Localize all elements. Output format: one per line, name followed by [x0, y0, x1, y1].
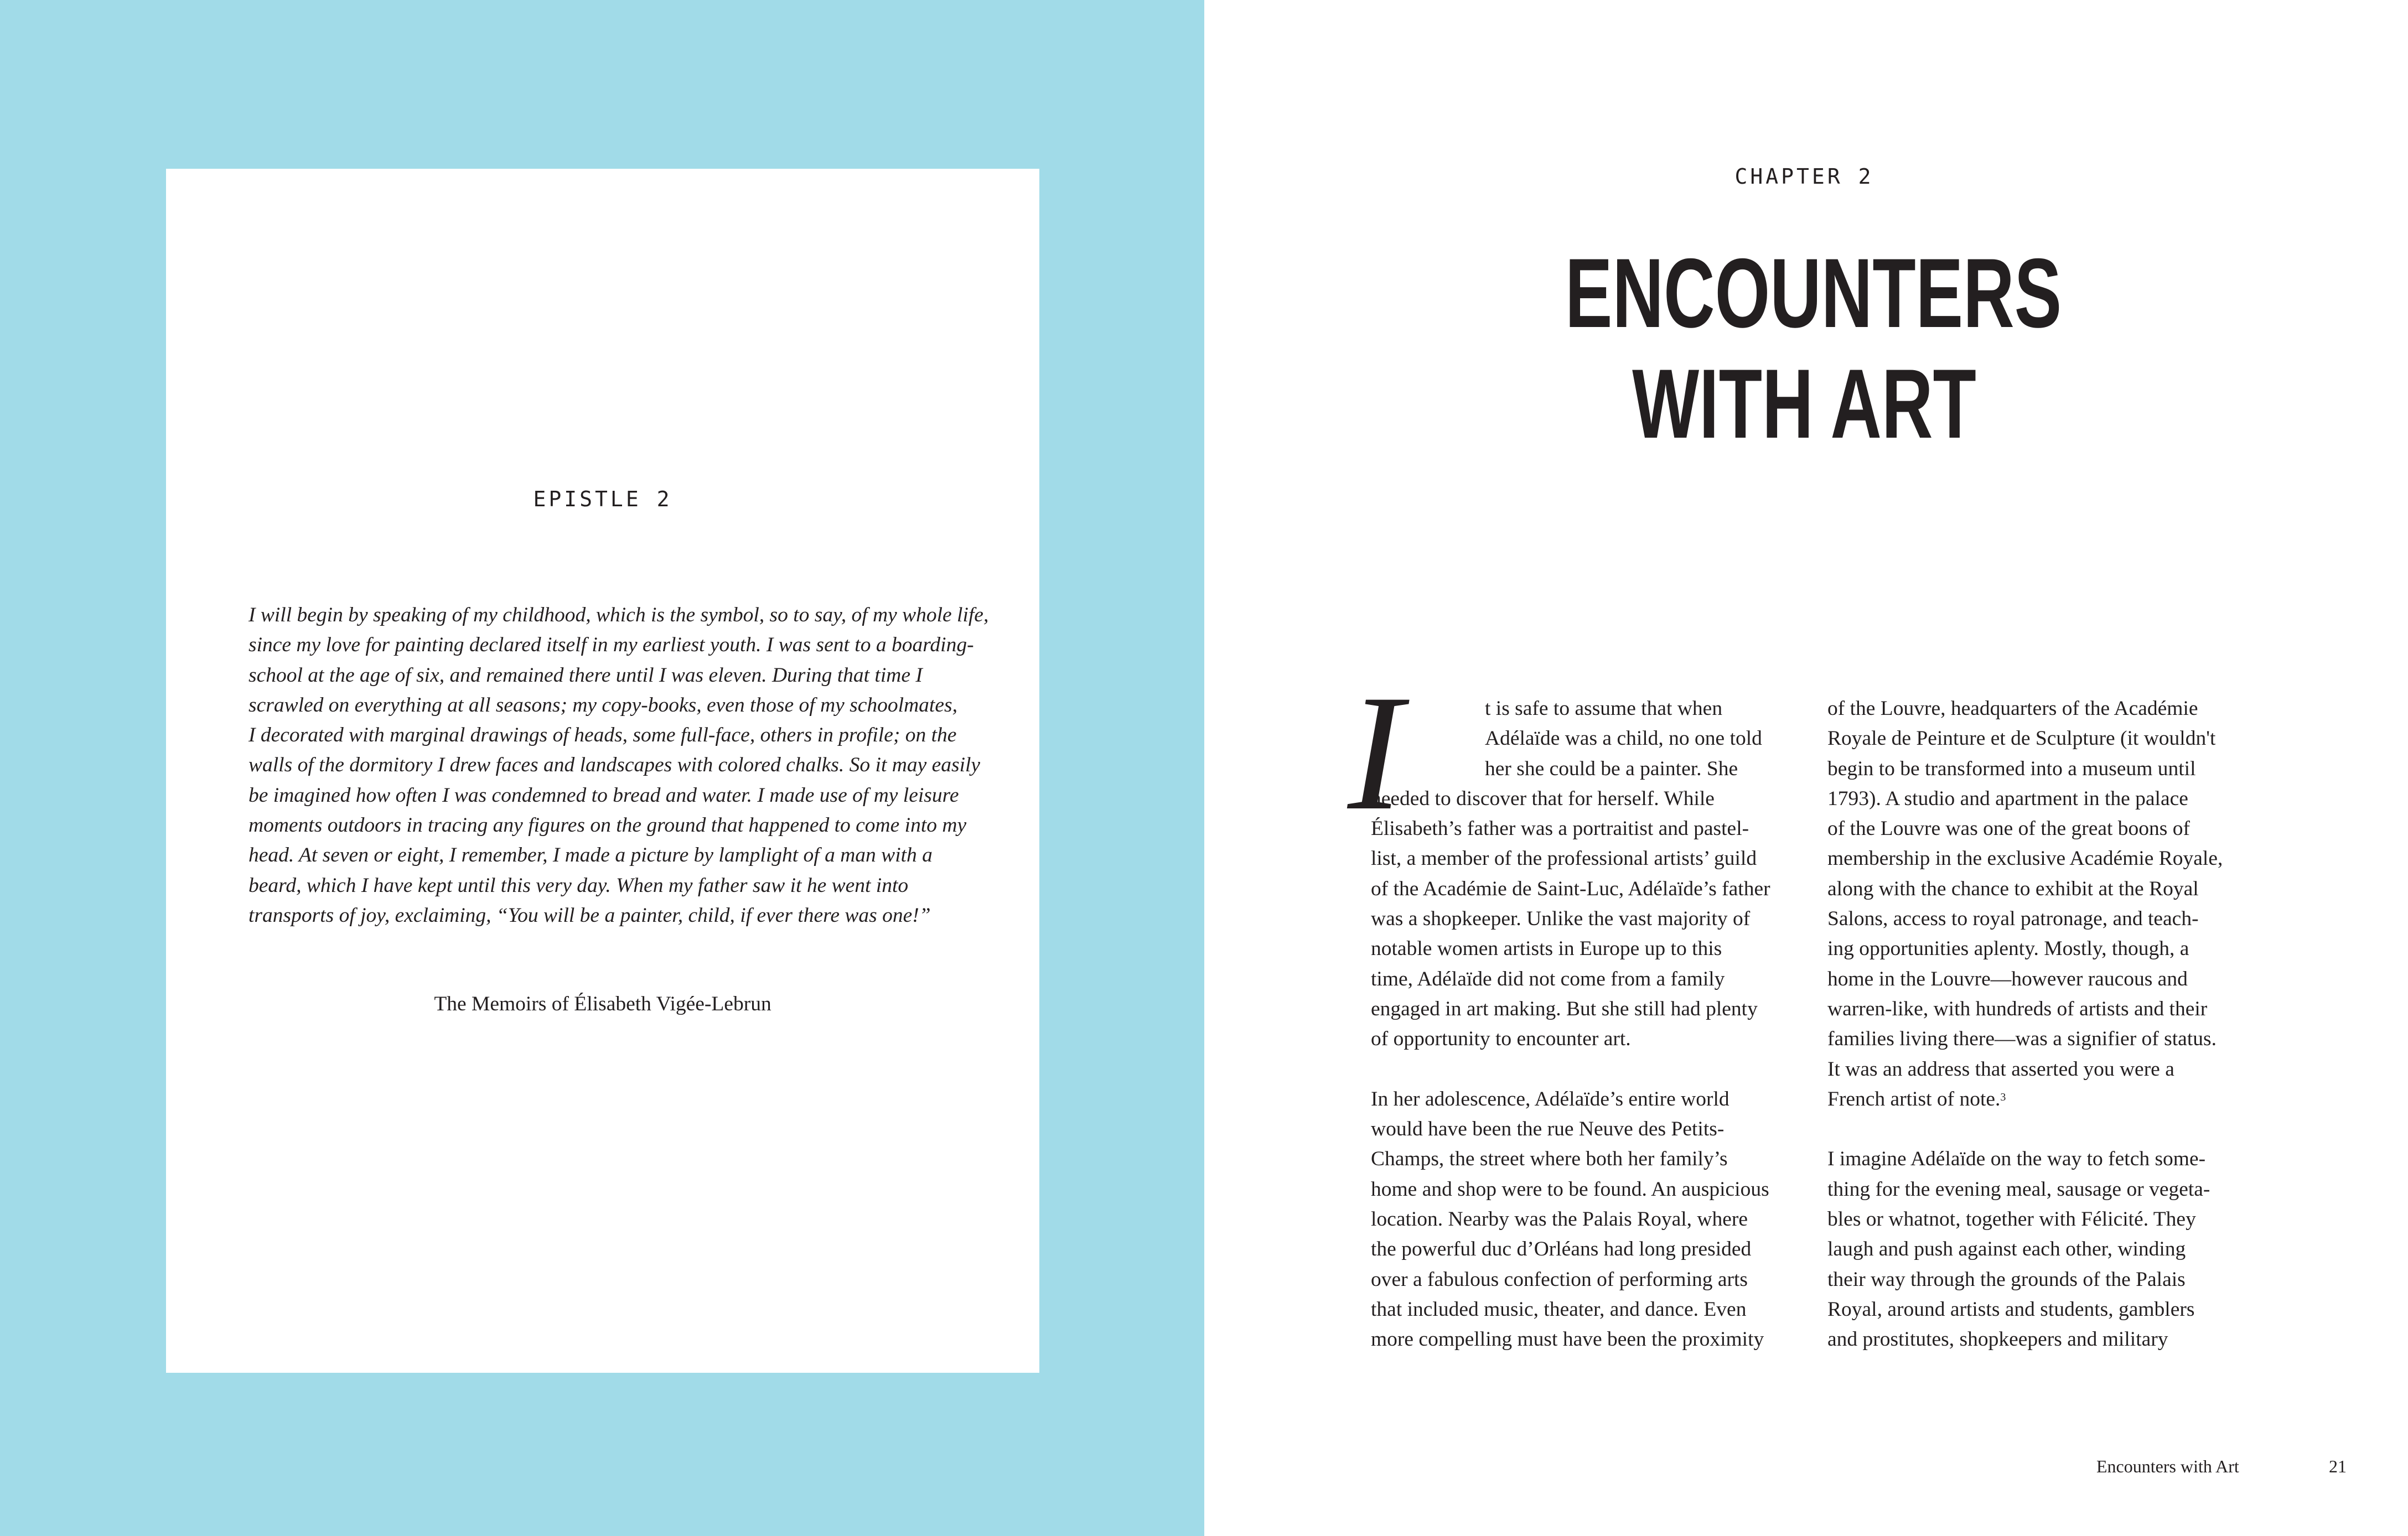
body-line: warren-like, with hundreds of artists and their — [1827, 997, 2208, 1020]
epistle-line: head. At seven or eight, I remember, I made a picture by lamplight of a man with a — [248, 844, 933, 867]
body-line: laugh and push against each other, winding — [1827, 1238, 2186, 1261]
body-line: thing for the evening meal, sausage or vegeta- — [1827, 1177, 2210, 1201]
epistle-line: scrawled on everything at all seasons; my copy-books, even those of my schoolmates, — [248, 693, 957, 717]
epistle-line: walls of the dormitory I drew faces and landscapes with colored chalks. So it may easily — [248, 754, 981, 777]
body-line: I imagine Adélaïde on the way to fetch some- — [1827, 1148, 2206, 1171]
body-line: over a fabulous confection of performing arts — [1371, 1268, 1748, 1291]
body-line: her she could be a painter. She — [1485, 757, 1738, 780]
epistle-line: I decorated with marginal drawings of heads, some full-face, others in profile; on the — [248, 724, 957, 747]
body-line: Adélaïde was a child, no one told — [1485, 727, 1762, 750]
epistle-line: moments outdoors in tracing any figures on the ground that happened to come into my — [248, 814, 967, 837]
body-line-with-footnote — [1827, 1084, 2270, 1114]
chapter-title — [1565, 238, 2062, 459]
body-line: needed to discover that for herself. While — [1371, 787, 1715, 810]
body-column-2 — [1827, 694, 2270, 1355]
epistle-line: since my love for painting declared itself in my earliest youth. I was sent to a boarding- — [248, 634, 974, 657]
epistle-source: The Memoirs of Élisabeth Vigée-Lebrun — [434, 993, 771, 1015]
epistle-label: EPISTLE 2 — [533, 487, 672, 511]
running-footer-title: Encounters with Art — [2096, 1456, 2239, 1476]
epistle-line: be imagined how often I was condemned to bread and water. I made use of my leisure — [248, 783, 959, 807]
body-line: of the Académie de Saint-Luc, Adélaïde’s father — [1371, 877, 1770, 900]
chapter-title-line: ENCOUNTERS — [1565, 238, 2062, 348]
footnote-marker[interactable]: 3 — [2000, 1091, 2006, 1103]
body-line: bles or whatnot, together with Félicité. They — [1827, 1208, 2196, 1231]
body-line: ing opportunities aplenty. Mostly, though, a — [1827, 937, 2189, 961]
epistle-line: I will begin by speaking of my childhood, which is the symbol, so to say, of my whole life, — [248, 604, 989, 626]
body-line: membership in the exclusive Académie Royale, — [1827, 847, 2223, 870]
epistle-card — [166, 169, 1039, 1373]
body-line: location. Nearby was the Palais Royal, where — [1371, 1208, 1748, 1231]
page-number: 21 — [2329, 1456, 2347, 1476]
body-line: of the Louvre was one of the great boons of — [1827, 817, 2190, 840]
body-line: Élisabeth’s father was a portraitist and pastel- — [1371, 817, 1749, 840]
body-line: list, a member of the professional artists’ guild — [1371, 847, 1757, 870]
body-line: Champs, the street where both her family’s — [1371, 1148, 1728, 1171]
body-line: would have been the rue Neuve des Petits- — [1371, 1118, 1725, 1141]
body-line: their way through the grounds of the Palais — [1827, 1268, 2186, 1291]
body-line: families living there—was a signifier of status. — [1827, 1028, 2217, 1051]
body-line: home in the Louvre—however raucous and — [1827, 967, 2188, 990]
body-line: notable women artists in Europe up to this — [1371, 937, 1722, 961]
body-line: engaged in art making. But she still had plenty — [1371, 997, 1758, 1020]
body-line: more compelling must have been the proximity — [1371, 1328, 1764, 1351]
epistle-line: beard, which I have kept until this very day. When my father saw it he went into — [248, 874, 909, 897]
body-line: Royale de Peinture et de Sculpture (it wouldn't — [1827, 727, 2216, 750]
body-line: of opportunity to encounter art. — [1371, 1028, 1631, 1051]
chapter-label: CHAPTER 2 — [1734, 164, 1874, 189]
epistle-line: transports of joy, exclaiming, “You will be a painter, child, if ever there was one!” — [248, 904, 931, 927]
body-line: of the Louvre, headquarters of the Académie — [1827, 697, 2198, 720]
body-column-1 — [1371, 694, 1791, 1355]
body-line: that included music, theater, and dance. Even — [1371, 1298, 1747, 1321]
body-line: was a shopkeeper. Unlike the vast majority of — [1371, 907, 1751, 931]
body-line: t is safe to assume that when — [1485, 697, 1723, 720]
chapter-title-line: WITH ART — [1632, 349, 1976, 459]
epistle-line: school at the age of six, and remained there until I was eleven. During that time I — [248, 663, 923, 687]
body-line: 1793). A studio and apartment in the palace — [1827, 787, 2188, 810]
body-line: the powerful duc d’Orléans had long presided — [1371, 1238, 1752, 1261]
body-line: In her adolescence, Adélaïde’s entire world — [1371, 1087, 1729, 1111]
body-line: It was an address that asserted you were a — [1827, 1057, 2174, 1081]
drop-cap: I — [1348, 661, 1403, 844]
body-line: begin to be transformed into a museum until — [1827, 757, 2196, 780]
body-line: home and shop were to be found. An auspicious — [1371, 1177, 1769, 1201]
epistle-quote — [248, 600, 989, 931]
body-line: along with the chance to exhibit at the Royal — [1827, 877, 2199, 900]
body-line: Royal, around artists and students, gamblers — [1827, 1298, 2195, 1321]
body-line: French artist of note. — [1827, 1087, 2001, 1111]
body-line: and prostitutes, shopkeepers and military — [1827, 1328, 2168, 1351]
body-line: Salons, access to royal patronage, and teach- — [1827, 907, 2199, 931]
body-line: time, Adélaïde did not come from a family — [1371, 967, 1725, 990]
